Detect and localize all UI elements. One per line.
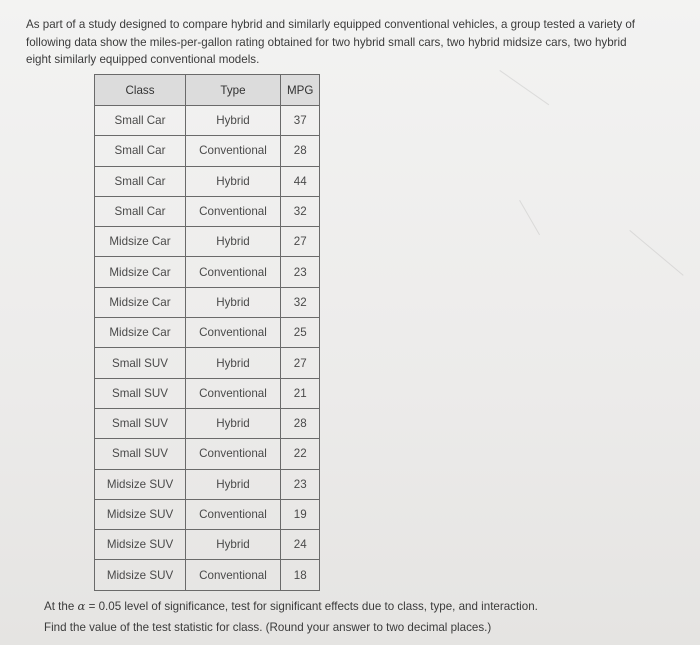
cell-mpg: 28 bbox=[281, 136, 320, 166]
table-row bbox=[95, 560, 320, 590]
cell-class: Small SUV bbox=[95, 378, 186, 408]
glare-stroke bbox=[629, 230, 683, 276]
cell-mpg: 19 bbox=[281, 499, 320, 529]
cell-mpg: 24 bbox=[281, 530, 320, 560]
cell-class: Small SUV bbox=[95, 439, 186, 469]
question-line-instruction: Find the value of the test statistic for class. (Round your answer to two decimal places.) bbox=[44, 621, 492, 634]
table-row bbox=[95, 408, 320, 438]
table-row bbox=[95, 530, 320, 560]
cell-type: Conventional bbox=[186, 439, 281, 469]
cell-type: Hybrid bbox=[186, 106, 281, 136]
cell-mpg: 32 bbox=[281, 287, 320, 317]
question-block bbox=[44, 596, 538, 638]
cell-type: Hybrid bbox=[186, 227, 281, 257]
cell-class: Small Car bbox=[95, 166, 186, 196]
table-body bbox=[95, 106, 320, 591]
problem-intro-text: As part of a study designed to compare hybrid and similarly equipped conventional vehicles, a group tested a variety of following data show the miles-per-gallon rating obtained for two hybrid small cars, two hybrid midsize cars, two hybrid eight similarly equipped conventional models. bbox=[26, 18, 636, 66]
cell-class: Midsize SUV bbox=[95, 469, 186, 499]
cell-mpg: 37 bbox=[281, 106, 320, 136]
cell-type: Conventional bbox=[186, 196, 281, 226]
cell-mpg: 32 bbox=[281, 196, 320, 226]
cell-type: Conventional bbox=[186, 136, 281, 166]
table-row bbox=[95, 499, 320, 529]
header-class: Class bbox=[95, 75, 186, 106]
table-row bbox=[95, 196, 320, 226]
glare-stroke bbox=[519, 200, 540, 235]
cell-mpg: 23 bbox=[281, 469, 320, 499]
cell-class: Midsize SUV bbox=[95, 560, 186, 590]
cell-type: Hybrid bbox=[186, 469, 281, 499]
cell-class: Small Car bbox=[95, 196, 186, 226]
cell-mpg: 44 bbox=[281, 166, 320, 196]
cell-class: Midsize Car bbox=[95, 257, 186, 287]
cell-class: Midsize Car bbox=[95, 227, 186, 257]
cell-class: Midsize SUV bbox=[95, 530, 186, 560]
cell-type: Hybrid bbox=[186, 166, 281, 196]
cell-class: Midsize SUV bbox=[95, 499, 186, 529]
cell-mpg: 27 bbox=[281, 227, 320, 257]
cell-class: Small Car bbox=[95, 106, 186, 136]
alpha-symbol: α bbox=[77, 599, 86, 613]
header-mpg: MPG bbox=[281, 75, 320, 106]
cell-type: Hybrid bbox=[186, 348, 281, 378]
table-row bbox=[95, 106, 320, 136]
table-row bbox=[95, 166, 320, 196]
cell-type: Hybrid bbox=[186, 287, 281, 317]
table-row bbox=[95, 136, 320, 166]
cell-mpg: 25 bbox=[281, 318, 320, 348]
cell-type: Hybrid bbox=[186, 530, 281, 560]
cell-type: Conventional bbox=[186, 378, 281, 408]
cell-type: Hybrid bbox=[186, 408, 281, 438]
cell-mpg: 27 bbox=[281, 348, 320, 378]
cell-type: Conventional bbox=[186, 499, 281, 529]
table-row bbox=[95, 439, 320, 469]
table-row bbox=[95, 469, 320, 499]
table-row bbox=[95, 287, 320, 317]
cell-type: Conventional bbox=[186, 257, 281, 287]
question-line-significance bbox=[44, 596, 538, 617]
question-prefix: At the bbox=[44, 600, 78, 613]
cell-mpg: 28 bbox=[281, 408, 320, 438]
table-header-row bbox=[95, 75, 320, 106]
cell-class: Midsize Car bbox=[95, 318, 186, 348]
cell-mpg: 22 bbox=[281, 439, 320, 469]
cell-mpg: 18 bbox=[281, 560, 320, 590]
header-type: Type bbox=[186, 75, 281, 106]
table-row bbox=[95, 257, 320, 287]
cell-type: Conventional bbox=[186, 560, 281, 590]
glare-stroke bbox=[499, 70, 549, 105]
cell-class: Midsize Car bbox=[95, 287, 186, 317]
table-row bbox=[95, 318, 320, 348]
question-suffix: = 0.05 level of significance, test for significant effects due to class, type, and interaction. bbox=[85, 600, 538, 613]
cell-mpg: 21 bbox=[281, 378, 320, 408]
mpg-data-table bbox=[94, 74, 320, 591]
cell-class: Small SUV bbox=[95, 408, 186, 438]
table-row bbox=[95, 348, 320, 378]
table-row bbox=[95, 378, 320, 408]
cell-type: Conventional bbox=[186, 318, 281, 348]
cell-mpg: 23 bbox=[281, 257, 320, 287]
cell-class: Small SUV bbox=[95, 348, 186, 378]
cell-class: Small Car bbox=[95, 136, 186, 166]
table-row bbox=[95, 227, 320, 257]
